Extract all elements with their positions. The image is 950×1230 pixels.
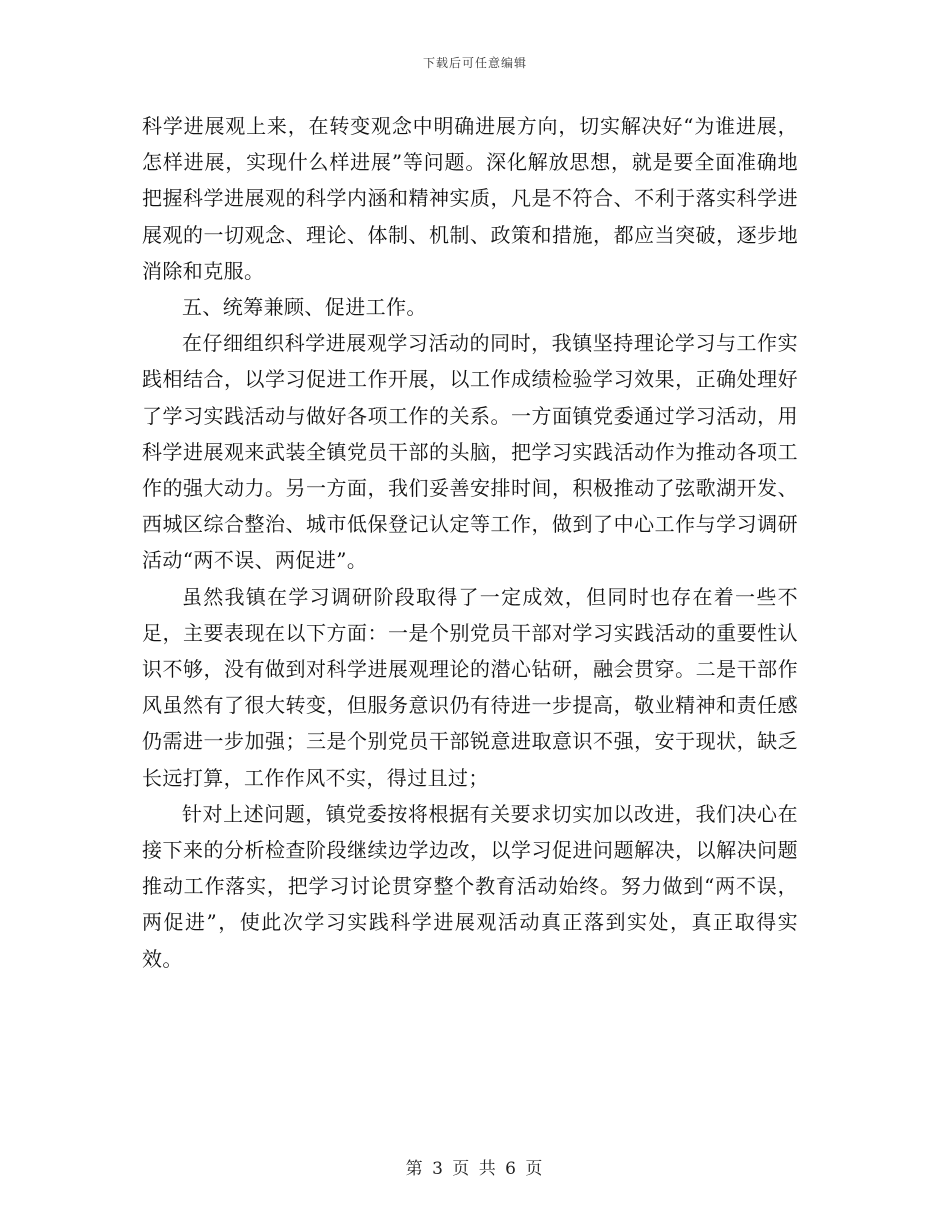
paragraph-continuation: 科学进展观上来，在转变观念中明确进展方向，切实解决好“为谁进展，怎样进展，实现什么样进展”等问题。深化解放思想，就是要全面准确地把握科学进展观的科学内涵和精神实质，凡是不符合、不利于落实科学进展观的一切观念、理论、体制、机制、政策和措施，都应当突破，逐步地消除和克服。 [142, 114, 798, 283]
paragraph: 虽然我镇在学习调研阶段取得了一定成效，但同时也存在着一些不足，主要表现在以下方面：一是个别党员干部对学习实践活动的重要性认识不够，没有做到对科学进展观理论的潜心钻研，融会贯穿。二是干部作风虽然有了很大转变，但服务意识仍有待进一步提高，敬业精神和责任感仍需进一步加强；三是个别党员干部锐意进取意识不强，安于现状，缺乏长远打算，工作作风不实，得过且过； [142, 584, 798, 790]
document-body [142, 108, 798, 977]
page-header: 下载后可任意编辑 [422, 56, 527, 70]
page-number-footer: 第 3 页 共 6 页 [405, 1159, 545, 1179]
section-heading: 五、统筹兼顾、促进工作。 [182, 295, 427, 320]
paragraph: 在仔细组织科学进展观学习活动的同时，我镇坚持理论学习与工作实践相结合，以学习促进工作开展，以工作成绩检验学习效果，正确处理好了学习实践活动与做好各项工作的关系。一方面镇党委通过学习活动，用科学进展观来武装全镇党员干部的头脑，把学习实践活动作为推动各项工作的强大动力。另一方面，我们妥善安排时间，积极推动了弦歌湖开发、西城区综合整治、城市低保登记认定等工作，做到了中心工作与学习调研活动“两不误、两促进”。 [142, 331, 798, 573]
paragraph: 针对上述问题，镇党委按将根据有关要求切实加以改进，我们决心在接下来的分析检查阶段继续边学边改，以学习促进问题解决，以解决问题推动工作落实，把学习讨论贯穿整个教育活动始终。努力做到“两不误，两促进”，使此次学习实践科学进展观活动真正落到实处，真正取得实效。 [142, 801, 798, 971]
